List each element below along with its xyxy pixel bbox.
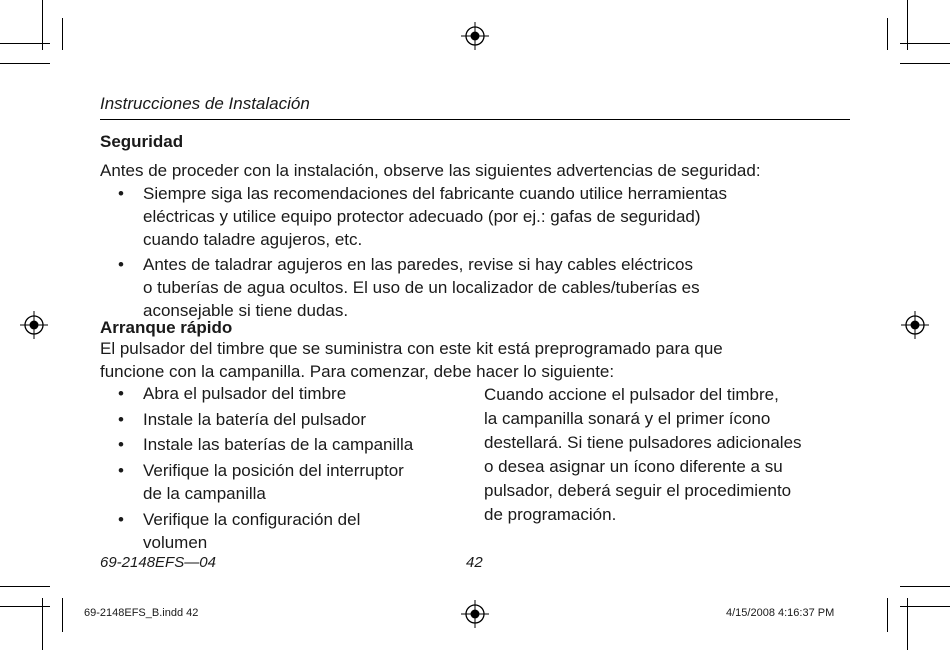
bullet-icon: •: [118, 255, 124, 274]
list-item-line: Abra el pulsador del timbre: [143, 384, 347, 403]
document-number: 69-2148EFS—04: [100, 554, 216, 571]
registration-mark-icon: [20, 311, 48, 339]
bullet-icon: •: [118, 435, 124, 454]
list-item-line: Siempre siga las recomendaciones del fabricante cuando utilice herramientas: [143, 184, 727, 203]
quickstart-intro-line: El pulsador del timbre que se suministra con este kit está preprogramado para que: [100, 339, 723, 358]
list-item: [100, 182, 860, 251]
safety-intro: Antes de proceder con la instalación, observe las siguientes advertencias de seguridad:: [100, 161, 761, 180]
bullet-icon: •: [118, 460, 124, 480]
safety-bullet-list: [100, 182, 860, 322]
quickstart-steps-list: [100, 382, 480, 555]
page-number: 42: [466, 554, 483, 571]
quickstart-note: [484, 383, 854, 527]
running-header: Instrucciones de Instalación: [100, 94, 310, 113]
list-item-line: volumen: [143, 533, 208, 552]
list-item-line: aconsejable si tiene dudas.: [143, 301, 349, 320]
list-item: [100, 459, 480, 506]
registration-mark-icon: [461, 600, 489, 628]
note-line: Cuando accione el pulsador del timbre,: [484, 385, 779, 404]
registration-mark-icon: [461, 22, 489, 50]
list-item-line: Verifique la configuración del: [143, 509, 361, 529]
slug-timestamp: 4/15/2008 4:16:37 PM: [726, 607, 835, 619]
list-item-line: Verifique la posición del interruptor: [143, 460, 404, 480]
crop-mark: [62, 598, 63, 632]
bullet-icon: •: [118, 184, 124, 203]
note-line: de programación.: [484, 505, 617, 524]
crop-mark: [887, 598, 888, 632]
note-line: pulsador, deberá seguir el procedimiento: [484, 481, 792, 500]
quickstart-intro: [100, 337, 860, 383]
section-heading-safety: Seguridad: [100, 132, 184, 151]
note-line: destellará. Si tiene pulsadores adicionales: [484, 433, 802, 452]
bullet-icon: •: [118, 409, 124, 429]
crop-mark: [42, 0, 43, 50]
crop-mark: [62, 18, 63, 50]
quickstart-intro-line: funcione con la campanilla. Para comenzar, debe hacer lo siguiente:: [100, 362, 615, 381]
list-item-line: eléctricas y utilice equipo protector adecuado (por ej.: gafas de seguridad): [143, 207, 701, 226]
crop-mark: [907, 598, 908, 650]
crop-mark: [0, 63, 50, 64]
bullet-icon: •: [118, 509, 124, 529]
crop-mark: [887, 18, 888, 50]
list-item: [100, 508, 480, 555]
section-heading-quickstart: Arranque rápido: [100, 318, 233, 337]
list-item: [100, 253, 860, 322]
slug-file-name: 69-2148EFS_B.indd 42: [84, 607, 199, 619]
list-item-line: Instale las baterías de la campanilla: [143, 435, 414, 454]
list-item-line: Antes de taladrar agujeros en las paredes, revise si hay cables eléctricos: [143, 255, 693, 274]
list-item-line: de la campanilla: [143, 484, 266, 503]
note-line: la campanilla sonará y el primer ícono: [484, 409, 771, 428]
crop-mark: [0, 586, 50, 587]
list-item-line: cuando taladre agujeros, etc.: [143, 230, 363, 249]
registration-mark-icon: [901, 311, 929, 339]
header-rule: [100, 119, 850, 120]
bullet-icon: •: [118, 384, 124, 403]
list-item-line: o tuberías de agua ocultos. El uso de un localizador de cables/tuberías es: [143, 278, 700, 297]
crop-mark: [42, 598, 43, 650]
list-item: [100, 433, 480, 457]
crop-mark: [900, 63, 950, 64]
note-line: o desea asignar un ícono diferente a su: [484, 457, 783, 476]
crop-mark: [900, 586, 950, 587]
list-item: [100, 382, 480, 406]
list-item-line: Instale la batería del pulsador: [143, 409, 367, 429]
list-item: [100, 408, 480, 432]
crop-mark: [907, 0, 908, 50]
